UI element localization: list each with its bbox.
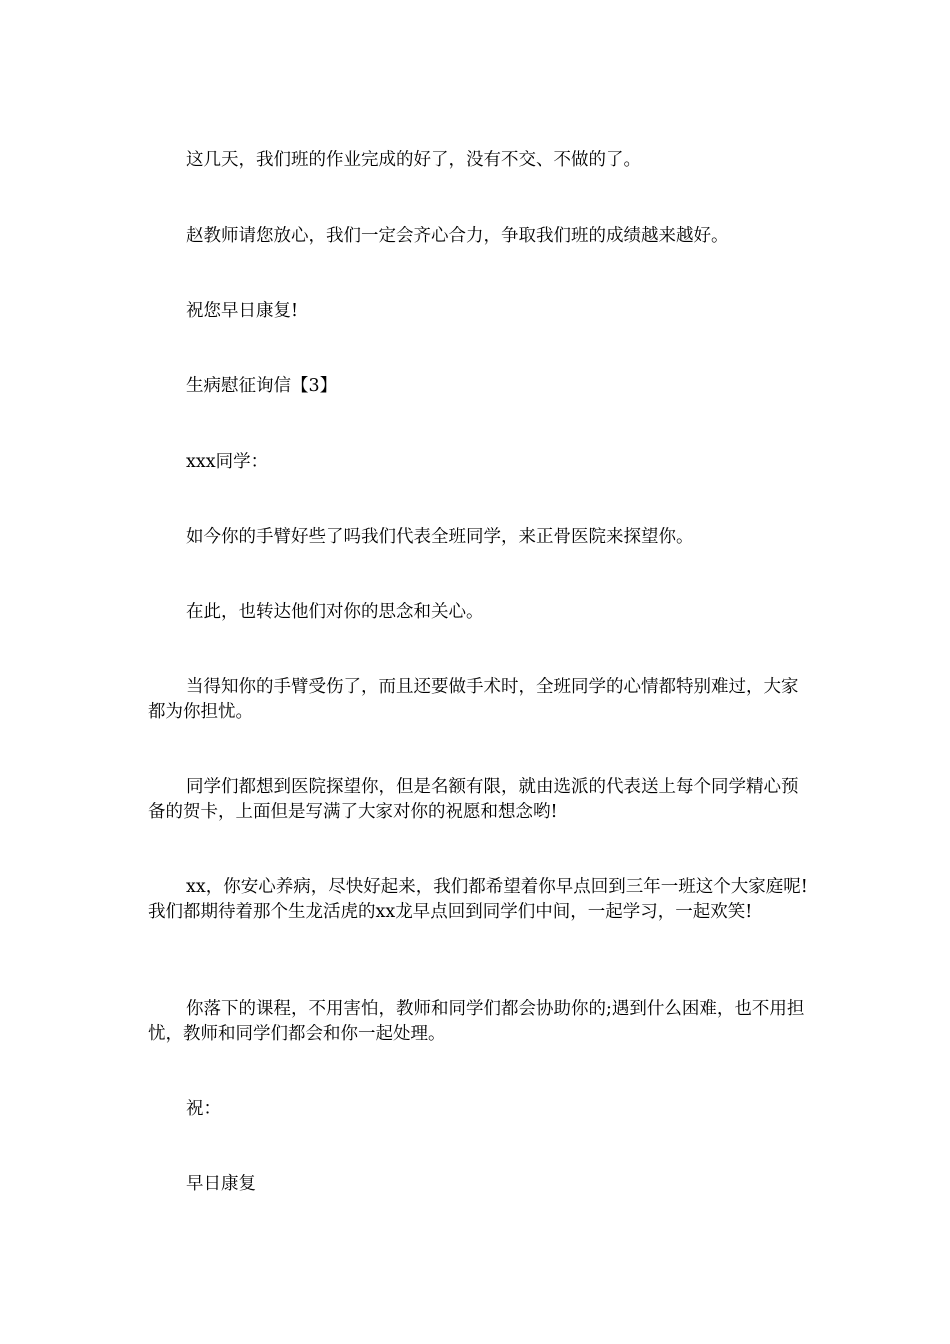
- paragraph-cards: 同学们都想到医院探望你，但是名额有限，就由选派的代表送上每个同学精心预备的贺卡，上面但是写满了大家对你的祝愿和想念哟!: [148, 777, 799, 822]
- closing-recovery: 早日康复: [186, 1174, 256, 1194]
- paragraph-encouragement: xx，你安心养病，尽快好起来，我们都希望着你早点回到三年一班这个大家庭呢!我们都期待着那个生龙活虎的xx龙早点回到同学们中间，一起学习，一起欢笑!: [148, 877, 808, 922]
- paragraph-homework: 这几天，我们班的作业完成的好了，没有不交、不做的了。: [186, 150, 641, 170]
- paragraph-wish-recovery: 祝您早日康复!: [186, 301, 299, 321]
- section-heading: 生病慰征询信【3】: [186, 376, 338, 396]
- closing-wish: 祝：: [186, 1099, 221, 1119]
- salutation: xxx同学：: [186, 452, 269, 472]
- paragraph-visit: 如今你的手臂好些了吗我们代表全班同学，来正骨医院来探望你。: [186, 527, 694, 547]
- paragraph-injury: 当得知你的手臂受伤了，而且还要做手术时，全班同学的心情都特别难过，大家都为你担忧。: [148, 677, 799, 722]
- paragraph-reassurance: 赵教师请您放心，我们一定会齐心合力，争取我们班的成绩越来越好。: [186, 226, 729, 246]
- paragraph-regards: 在此，也转达他们对你的思念和关心。: [186, 602, 484, 622]
- paragraph-coursework: 你落下的课程，不用害怕，教师和同学们都会协助你的;遇到什么困难，也不用担忧，教师和同学们都会和你一起处理。: [148, 999, 805, 1044]
